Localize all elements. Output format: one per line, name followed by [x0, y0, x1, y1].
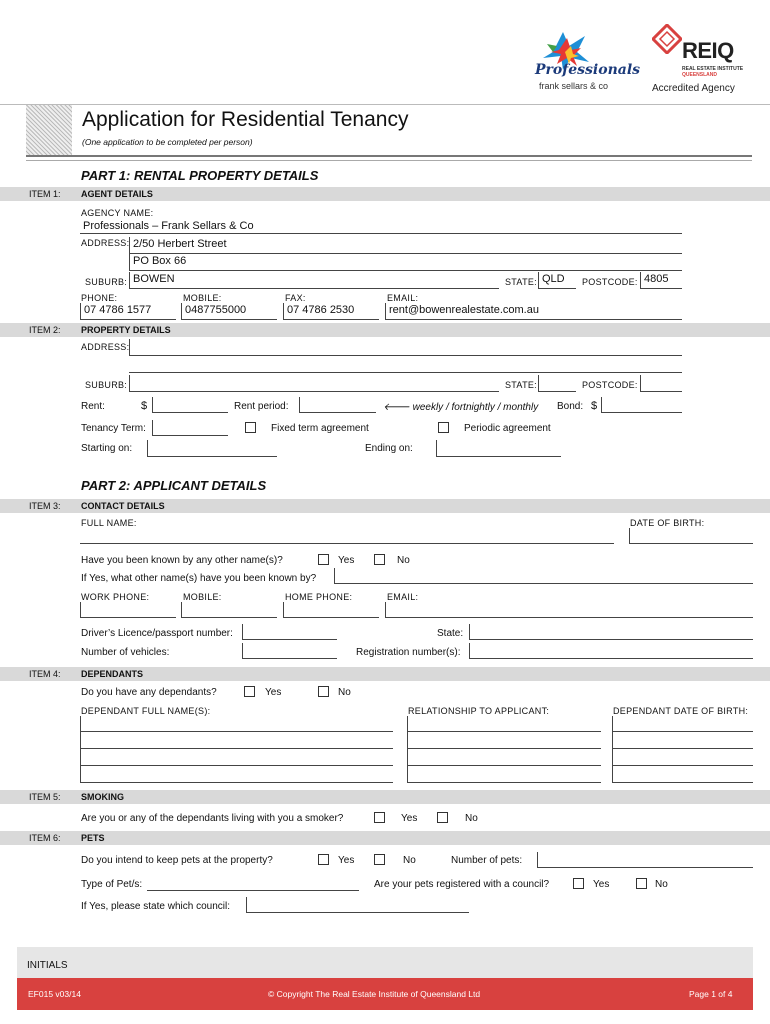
- property-suburb-field[interactable]: [129, 375, 499, 392]
- starting-on-field[interactable]: [147, 440, 277, 457]
- pet-type-label: Type of Pet/s:: [81, 879, 143, 890]
- postcode-field[interactable]: 4805: [640, 272, 682, 289]
- state-field[interactable]: QLD: [538, 272, 576, 289]
- rent-period-field[interactable]: [299, 397, 376, 413]
- ending-on-label: Ending on:: [365, 443, 413, 454]
- item5-header: SMOKING: [81, 792, 125, 802]
- full-name-field[interactable]: [80, 528, 614, 544]
- council-label: If Yes, please state which council:: [81, 901, 230, 912]
- dob-field[interactable]: [629, 528, 753, 544]
- title-rule: [26, 155, 752, 157]
- pet-type-field[interactable]: [147, 875, 359, 891]
- dependants-no-label: No: [338, 687, 351, 698]
- dependants-yes-label: Yes: [265, 687, 282, 698]
- agency-name-label: AGENCY NAME:: [81, 208, 154, 218]
- item6-label: ITEM 6:: [29, 833, 61, 843]
- pets-question: Do you intend to keep pets at the property?: [81, 855, 273, 866]
- number-of-pets-field[interactable]: [537, 852, 753, 868]
- tenancy-term-label: Tenancy Term:: [81, 423, 146, 434]
- starting-on-label: Starting on:: [81, 443, 133, 454]
- tenancy-term-field[interactable]: [152, 420, 228, 436]
- address-label: ADDRESS:: [81, 238, 130, 248]
- item3-header: CONTACT DETAILS: [81, 501, 165, 511]
- fixed-term-checkbox[interactable]: [245, 422, 256, 433]
- rent-period-label: Rent period:: [234, 401, 289, 412]
- copyright: © Copyright The Real Estate Institute of Queensland Ltd: [268, 989, 481, 999]
- applicant-mobile-label: MOBILE:: [183, 592, 222, 602]
- item1-bar: [0, 187, 770, 201]
- reiq-logo: [650, 22, 750, 102]
- page-title: Application for Residential Tenancy: [82, 108, 409, 131]
- rent-field[interactable]: [152, 397, 228, 413]
- professionals-logo: [533, 24, 641, 94]
- dependant-name-field-1[interactable]: [80, 716, 393, 732]
- email-field[interactable]: rent@bowenrealestate.com.au: [385, 303, 682, 320]
- fixed-term-label: Fixed term agreement: [271, 423, 369, 434]
- phone-field[interactable]: 07 4786 1577: [80, 303, 176, 320]
- registered-no-label: No: [655, 879, 668, 890]
- licence-state-field[interactable]: [469, 624, 753, 640]
- other-names-field[interactable]: [334, 568, 753, 584]
- dependant-dob-field-4[interactable]: [612, 766, 753, 783]
- bond-dollar: $: [591, 400, 598, 412]
- suburb-field[interactable]: BOWEN: [129, 272, 499, 289]
- licence-field[interactable]: [242, 624, 337, 640]
- other-names-no-label: No: [397, 555, 410, 566]
- other-names-yes-label: Yes: [338, 555, 355, 566]
- smoker-question: Are you or any of the dependants living with you a smoker?: [81, 813, 344, 824]
- dependants-no-checkbox[interactable]: [318, 686, 329, 697]
- dependant-dob-col: DEPENDANT DATE OF BIRTH:: [613, 706, 749, 716]
- property-state-label: STATE:: [505, 380, 537, 390]
- reiq-diamond-icon: [652, 24, 682, 54]
- work-phone-field[interactable]: [80, 602, 176, 618]
- pets-yes-checkbox[interactable]: [318, 854, 329, 865]
- dependant-dob-field-2[interactable]: [612, 732, 753, 749]
- initials-label: INITIALS: [27, 960, 68, 971]
- title-hatch: [26, 104, 72, 156]
- number-of-pets-label: Number of pets:: [451, 855, 523, 866]
- home-phone-field[interactable]: [283, 602, 379, 618]
- pets-yes-label: Yes: [338, 855, 355, 866]
- licence-state-label: State:: [437, 628, 464, 639]
- property-postcode-label: POSTCODE:: [582, 380, 638, 390]
- fax-label: FAX:: [285, 293, 306, 303]
- periodic-checkbox[interactable]: [438, 422, 449, 433]
- home-phone-label: HOME PHONE:: [285, 592, 353, 602]
- pets-no-label: No: [403, 855, 416, 866]
- initials-bar[interactable]: [17, 947, 753, 978]
- item2-header: PROPERTY DETAILS: [81, 325, 171, 335]
- rent-label: Rent:: [81, 401, 105, 412]
- phone-label: PHONE:: [81, 293, 118, 303]
- part2-title: PART 2: APPLICANT DETAILS: [81, 478, 267, 493]
- other-names-no-checkbox[interactable]: [374, 554, 385, 565]
- item1-header: AGENT DETAILS: [81, 189, 153, 199]
- relationship-field-2[interactable]: [407, 732, 601, 749]
- bond-label: Bond:: [557, 401, 584, 412]
- registration-field[interactable]: [469, 643, 753, 659]
- licence-label: Driver’s Licence/passport number:: [81, 628, 233, 639]
- registered-yes-checkbox[interactable]: [573, 878, 584, 889]
- vehicles-label: Number of vehicles:: [81, 647, 170, 658]
- item2-label: ITEM 2:: [29, 325, 61, 335]
- item2-bar: [0, 323, 770, 337]
- property-postcode-field[interactable]: [640, 375, 682, 392]
- dependant-name-col: DEPENDANT FULL NAME(S):: [81, 706, 211, 716]
- reiq-wordmark: REIQ: [682, 38, 734, 63]
- professionals-brand: Professionals: [535, 62, 641, 78]
- address-line1-field[interactable]: 2/50 Herbert Street: [129, 237, 682, 254]
- work-phone-label: WORK PHONE:: [81, 592, 150, 602]
- registered-no-checkbox[interactable]: [636, 878, 647, 889]
- other-names-if-yes: If Yes, what other name(s) have you been known by?: [81, 573, 317, 584]
- item3-label: ITEM 3:: [29, 501, 61, 511]
- professionals-sub: frank sellars & co: [539, 81, 609, 91]
- dob-label: DATE OF BIRTH:: [630, 518, 705, 528]
- property-suburb-label: SUBURB:: [85, 380, 128, 390]
- dependant-name-field-3[interactable]: [80, 749, 393, 766]
- item4-bar: [0, 667, 770, 681]
- property-state-field[interactable]: [538, 375, 576, 392]
- vehicles-field[interactable]: [242, 643, 337, 659]
- other-names-question: Have you been known by any other name(s)?: [81, 555, 283, 566]
- ending-on-field[interactable]: [436, 440, 561, 457]
- smoker-no-label: No: [465, 813, 478, 824]
- smoker-yes-checkbox[interactable]: [374, 812, 385, 823]
- item5-label: ITEM 5:: [29, 792, 61, 802]
- pets-no-checkbox[interactable]: [374, 854, 385, 865]
- property-address-field-2[interactable]: [129, 356, 682, 373]
- registration-label: Registration number(s):: [356, 647, 461, 658]
- property-address-field[interactable]: [129, 339, 682, 356]
- title-rule-2: [26, 160, 752, 161]
- item6-header: PETS: [81, 833, 105, 843]
- item6-bar: [0, 831, 770, 845]
- item4-label: ITEM 4:: [29, 669, 61, 679]
- dependants-yes-checkbox[interactable]: [244, 686, 255, 697]
- address-line2-field[interactable]: PO Box 66: [129, 254, 682, 271]
- dependant-name-field-4[interactable]: [80, 766, 393, 783]
- smoker-yes-label: Yes: [401, 813, 418, 824]
- dependant-name-field-2[interactable]: [80, 732, 393, 749]
- dependants-question: Do you have any dependants?: [81, 687, 217, 698]
- part1-title: PART 1: RENTAL PROPERTY DETAILS: [81, 168, 319, 183]
- state-label: STATE:: [505, 277, 537, 287]
- smoker-no-checkbox[interactable]: [437, 812, 448, 823]
- relationship-col: RELATIONSHIP TO APPLICANT:: [408, 706, 550, 716]
- title-top-rule: [0, 104, 770, 105]
- applicant-email-field[interactable]: [385, 602, 753, 618]
- reiq-subtitle-2: QUEENSLAND: [682, 72, 718, 78]
- agency-name-field[interactable]: Professionals – Frank Sellars & Co: [80, 219, 682, 234]
- pets-registered-question: Are your pets registered with a council?: [374, 879, 550, 890]
- bond-field[interactable]: [601, 397, 682, 413]
- accredited-agency: Accredited Agency: [652, 83, 735, 94]
- item5-bar: [0, 790, 770, 804]
- relationship-field-3[interactable]: [407, 749, 601, 766]
- dependant-dob-field-1[interactable]: [612, 716, 753, 732]
- reiq-subtitle: REAL ESTATE INSTITUTE: [682, 66, 744, 72]
- fax-field[interactable]: 07 4786 2530: [283, 303, 379, 320]
- relationship-field-4[interactable]: [407, 766, 601, 783]
- full-name-label: FULL NAME:: [81, 518, 137, 528]
- page-subtitle: (One application to be completed per person): [82, 137, 253, 147]
- form-code: EF015 v03/14: [28, 989, 81, 999]
- applicant-email-label: EMAIL:: [387, 592, 419, 602]
- registered-yes-label: Yes: [593, 879, 610, 890]
- email-label: EMAIL:: [387, 293, 419, 303]
- item3-bar: [0, 499, 770, 513]
- rent-dollar: $: [141, 400, 148, 412]
- property-address-label: ADDRESS:: [81, 342, 130, 352]
- postcode-label: POSTCODE:: [582, 277, 638, 287]
- footer-bar: [17, 978, 753, 1010]
- mobile-label: MOBILE:: [183, 293, 222, 303]
- applicant-mobile-field[interactable]: [181, 602, 277, 618]
- item4-header: DEPENDANTS: [81, 669, 144, 679]
- other-names-yes-checkbox[interactable]: [318, 554, 329, 565]
- suburb-label: SUBURB:: [85, 277, 128, 287]
- rent-period-options: 🡐 weekly / fortnightly / monthly: [383, 402, 539, 413]
- dependant-dob-field-3[interactable]: [612, 749, 753, 766]
- periodic-label: Periodic agreement: [464, 423, 551, 434]
- item1-label: ITEM 1:: [29, 189, 61, 199]
- mobile-field[interactable]: 0487755000: [181, 303, 277, 320]
- page-number: Page 1 of 4: [689, 989, 733, 999]
- relationship-field-1[interactable]: [407, 716, 601, 732]
- council-field[interactable]: [246, 897, 469, 913]
